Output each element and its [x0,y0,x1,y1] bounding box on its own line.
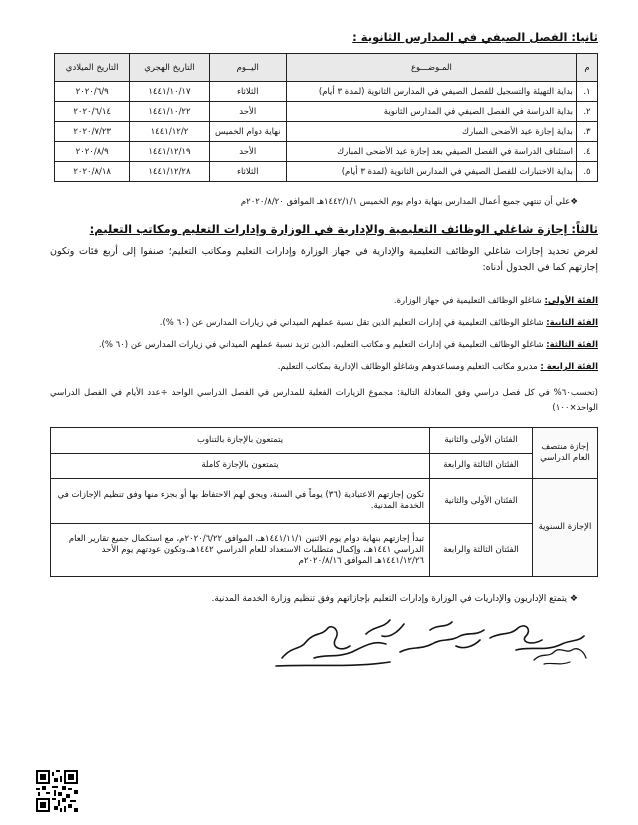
category-text: مديرو مكاتب التعليم ومساعدوهم وشاغلو الوظائف الإدارية بمكاتب التعليم. [277,362,541,372]
leave-detail: يتمتعون بالإجازة بالتناوب [51,428,430,454]
table-row [51,428,598,454]
row-subject: بداية الاختبارات للفصل الصيفي في المدارس الثانوية (لمدة ٣ أيام) [286,162,576,182]
row-subject: بداية إجازة عيد الأضحى المبارك [286,122,576,142]
category-label: الفئة الثانية: [546,318,598,328]
leave-table [50,427,598,577]
section3-title: ثالثاً: إجازة شاغلي الوظائف التعليمية والإدارية في الوزارة وإدارات التعليم ومكاتب التعليم: [89,222,598,236]
table-header-row [55,54,598,82]
header-hijri-date: التاريخ الهجري [130,54,209,82]
header-day: اليــوم [209,54,286,82]
percentage-formula: (تحسب٦٠% في كل فصل دراسي وفق المعادلة التالية: مجموع الزيارات الفعلية للمدارس في الفصل الدراسي الواحد ÷عدد الأيام في الفصل الدراسي الواحد×١٠٠) [50,388,598,413]
table-row [55,122,598,142]
section2-title: ثانيا: الفصل الصيفي في المدارس الثانوية : [352,30,598,44]
row-gregorian: ٢٠٢٠/٧/٢٣ [55,122,130,142]
header-number: م [576,54,597,82]
category-text: شاغلو الوظائف التعليمية في إدارات التعليم الذين تقل نسبة عملهم الميداني في زيارات المدارس عن (٦٠ %). [159,318,547,328]
row-day: الأحد [209,142,286,162]
category-text: شاغلو الوظائف التعليمية في جهاز الوزارة. [393,296,545,306]
row-number: ٤. [576,142,597,162]
row-hijri: ١٤٤١/١٢/١٩ [130,142,209,162]
row-gregorian: ٢٠٢٠/٨/٩ [55,142,130,162]
leave-detail: يتمتعون بالإجازة كاملة [51,453,430,479]
header-gregorian-date: التاريخ الميلادي [55,54,130,82]
category-first [394,296,598,306]
leave-detail: تبدأ إجازتهم بنهاية دوام يوم الاثنين ١٤٤١/١١/١هـ، الموافق ٢٠٢٠/٦/٢٢م، مع استكمال جميع تقارير العام الدراسي ١٤٤١هـ، وإكمال متطلبات الاستعداد للعام الدراسي ١٤٤٢هـ،وتكون عودتهم يوم الأحد ١٤٤١/١٢/٢٦هـ الموافق ٢٠٢٠/٨/١٦م [51,524,430,577]
leave-group: الفئتان الثالثة والرابعة [430,453,533,479]
row-day: الثلاثاء [209,162,286,182]
table-row [55,102,598,122]
row-day: نهاية دوام الخميس [209,122,286,142]
row-number: ٥. [576,162,597,182]
table-row [55,82,598,102]
category-fourth [278,362,598,372]
header-subject: المـوضـــوع [286,54,576,82]
row-day: الأحد [209,102,286,122]
row-subject: بداية التهيئة والتسجيل للفصل الصيفي في المدارس الثانوية (لمدة ٣ أيام) [286,82,576,102]
row-number: ١. [576,82,597,102]
table-row [51,479,598,524]
row-hijri: ١٤٤١/١٢/٢ [130,122,209,142]
row-subject: بداية الدراسة في الفصل الصيفي في المدارس الثانوية [286,102,576,122]
leave-group: الفئتان الأولى والثانية [430,428,533,454]
row-gregorian: ٢٠٢٠/٦/٩ [55,82,130,102]
category-third [99,340,598,350]
row-hijri: ١٤٤١/١٢/٢٨ [130,162,209,182]
row-number: ٢. [576,102,597,122]
closing-note: ❖ يتمتع الإداريون والإداريات في الوزارة وإدارات التعليم بإجازاتهم وفق تنظيم وزارة الخدمة المدنية. [211,594,578,604]
table-row [55,142,598,162]
row-day: الثلاثاء [209,82,286,102]
leave-detail: تكون إجازتهم الاعتيادية (٣٦) يوماً في السنة، ويحق لهم الاحتفاظ بها أو بجزء منها وفق تنظيم الإجازات في الخدمة المدنية. [51,479,430,524]
leave-group: الفئتان الأولى والثانية [430,479,533,524]
category-label: الفئة الأولى: [544,296,598,306]
summer-schedule-table [54,53,598,182]
category-label: الفئة الرابعة : [540,362,598,372]
table-row [55,162,598,182]
row-gregorian: ٢٠٢٠/٨/١٨ [55,162,130,182]
category-text: شاغلو الوظائف التعليمية في إدارات التعليم و مكاتب التعليم، الذين تزيد نسبة عملهم الميداني في زيارات المدارس عن (٦٠ %). [98,340,547,350]
qr-code-icon [36,770,78,812]
leave-group: الفئتان الثالثة والرابعة [430,524,533,577]
table-row [51,524,598,577]
row-number: ٣. [576,122,597,142]
row-gregorian: ٢٠٢٠/٦/١٤ [55,102,130,122]
table-row [51,453,598,479]
row-subject: استئناف الدراسة في الفصل الصيفي بعد إجازة عيد الأضحى المبارك [286,142,576,162]
category-label: الفئة الثالثة: [546,340,598,350]
signature-title-scribble [530,640,590,670]
row-hijri: ١٤٤١/١٠/١٧ [130,82,209,102]
section3-intro: لغرض تحديد إجازات شاغلي الوظائف التعليمية والإدارية في جهاز الوزارة وإدارات التعليم ومكاتب التعليم؛ صنفوا إلى أربع فئات وتكون إجازتهم كما في الجدول أدناه: [50,246,598,273]
category-second [160,318,598,328]
annual-leave-label: الإجازة السنوية [533,479,598,577]
row-hijri: ١٤٤١/١٠/٢٢ [130,102,209,122]
end-of-school-note: ❖علي أن تنتهي جميع أعمال المدارس بنهاية دوام يوم الخميس ١٤٤٢/١/١هـ الموافق ٢٠٢٠/٨/٢٠م [240,197,578,207]
midyear-leave-label: إجازة منتصف العام الدراسي [533,428,598,479]
